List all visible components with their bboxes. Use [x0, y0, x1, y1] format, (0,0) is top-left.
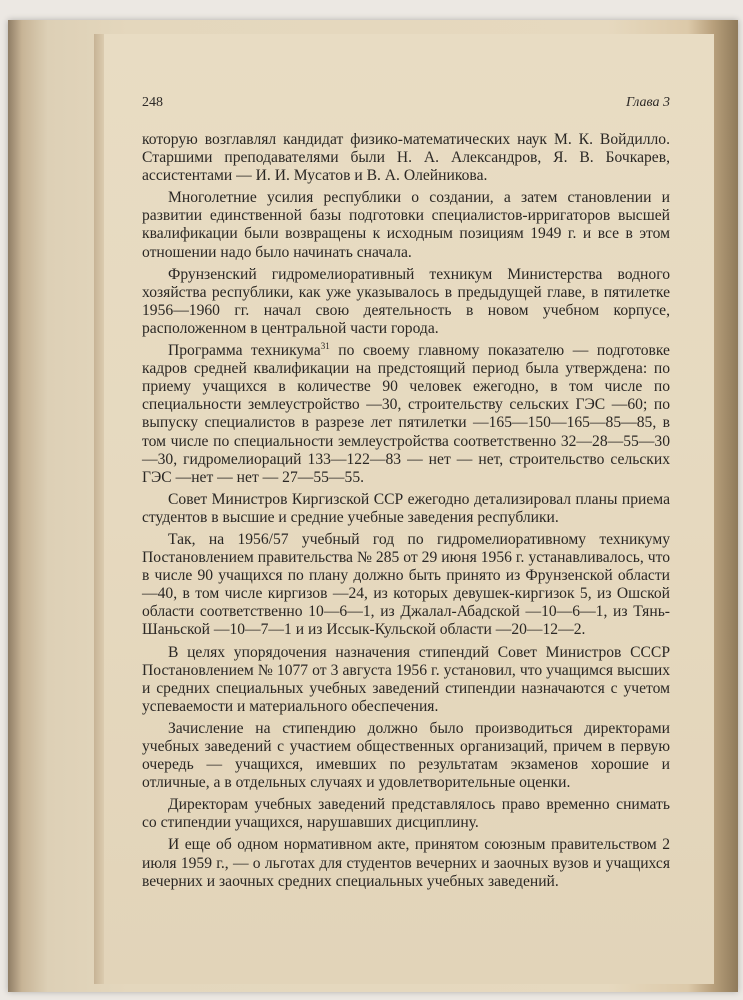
paragraph-8: Зачисление на стипендию должно было производиться директорами учебных заведений с участием общественных организаций, причем в первую очередь — учащихся, имевших по результатам экзаменов хорошие и отличные, а в отдельных случаях и удовлетворительные оценки. — [142, 719, 670, 792]
paragraph-6: Так, на 1956/57 учебный год по гидромелиоративному техникуму Постановлением правительства № 285 от 29 июня 1956 г. устанавливалось, что в числе 90 учащихся по плану должно быть принято из Фрунзенской области —40, в том числе киргизов —24, из которых девушек-киргизок 5, из Ошской области соответственно 10—6—1, из Джалал-Абадской —10—6—1, из Тянь-Шаньской —10—7—1 и из Иссык-Кульской области —20—12—2. — [142, 530, 670, 639]
paragraph-9: Директорам учебных заведений представлялось право временно снимать со стипендии учащихся, нарушавших дисциплину. — [142, 796, 670, 832]
paragraph-1: которую возглавлял кандидат физико-математических наук М. К. Войдилло. Старшими преподавателями были Н. А. Александров, Я. В. Бочкарев, ассистентами — И. И. Мусатов и В. А. Олейникова. — [142, 131, 670, 185]
page-edge — [94, 34, 104, 984]
footnote-ref-31: 31 — [320, 341, 330, 352]
paragraph-7: В целях упорядочения назначения стипендий Совет Министров СССР Постановлением № 1077 от 3 августа 1956 г. установил, что учащимся высших и средних специальных учебных заведений стипендии назначаются с учетом успеваемости и материального обеспечения. — [142, 643, 670, 715]
chapter-title: Глава 3 — [626, 95, 670, 110]
page-number: 248 — [142, 95, 163, 110]
paragraph-2: Многолетние усилия республики о создании, а затем становлении и развитии единственной базы подготовки специалистов-ирригаторов высшей квалификации были возвращены к исходным позициям 1949 г. и все в этом отношении надо было начинать сначала. — [142, 189, 670, 261]
body-text — [142, 131, 670, 891]
paragraph-4-rest: по своему главному показателю — подготовке кадров средней квалификации на предстоящий период была утверждена: по приему учащихся в количестве 90 человек ежегодно, в том числе по специальности землеустройство —30, строительству сельских ГЭС —60; по выпуску специалистов в разрезе лет пятилетки —165—150—165—85—85, в том числе по специальности землеустройства соответственно 32—28—55—30—30, гидромелиораций 133—122—83 — нет — нет, строительство сельских ГЭС —нет — нет — 27—55—55. — [142, 342, 670, 486]
paragraph-4-start: Программа техникума — [168, 342, 321, 360]
paragraph-10: И еще об одном нормативном акте, принятом союзным правительством 2 июля 1959 г., — о льготах для студентов вечерних и заочных вузов и учащихся вечерних и заочных средних специальных учебных заведений. — [142, 836, 670, 890]
paragraph-4 — [142, 342, 670, 487]
paragraph-3: Фрунзенский гидромелиоративный техникум Министерства водного хозяйства республики, как уже указывалось в предыдущей главе, в пятилетке 1956—1960 гг. начал свою деятельность в новом учебном корпусе, расположенном в центральной части города. — [142, 265, 670, 337]
paragraph-5: Совет Министров Киргизской ССР ежегодно детализировал планы приема студентов в высшие и средние учебные заведения республики. — [142, 490, 670, 526]
